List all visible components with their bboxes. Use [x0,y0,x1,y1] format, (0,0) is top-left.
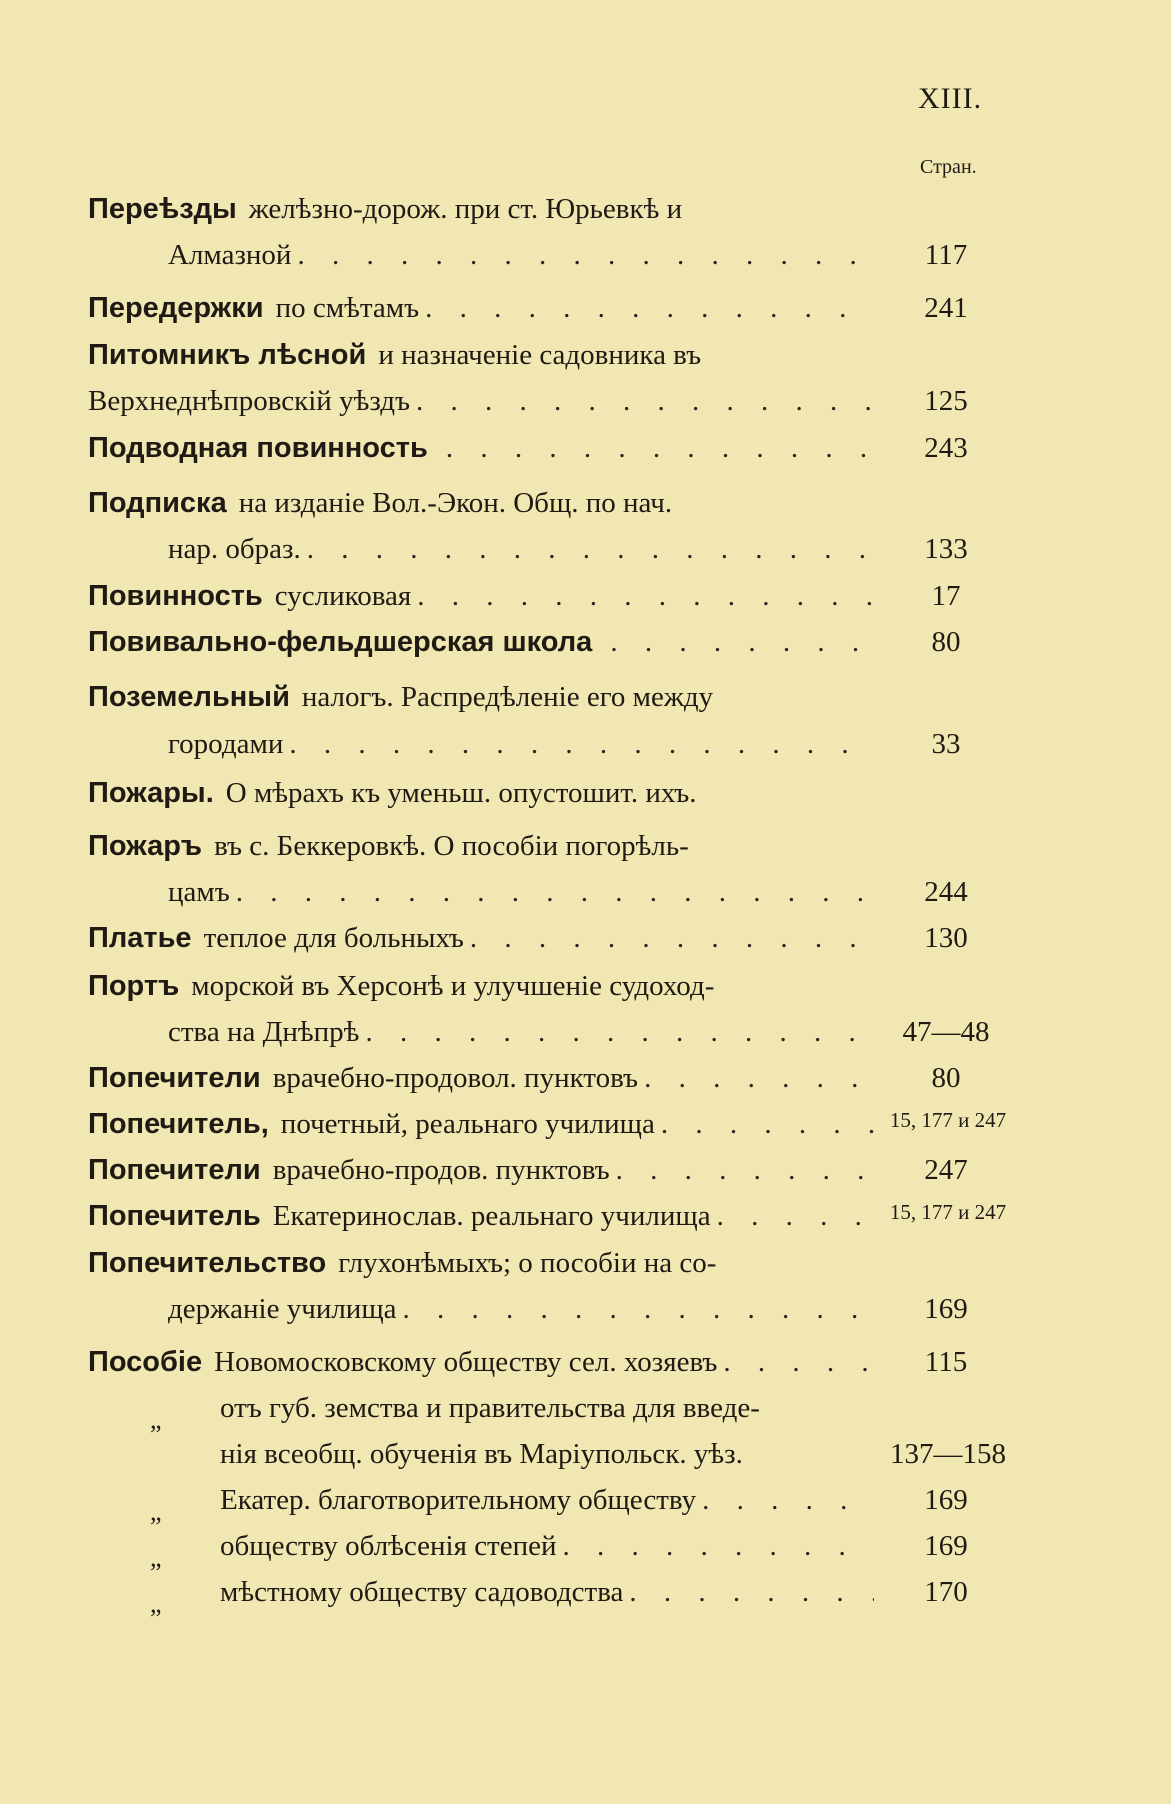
leader-dots [563,1530,874,1563]
entry-keyword: Пожары. [88,777,214,809]
entry-text: теплое для больныхъ [203,922,464,954]
entry-text: Екатеринослав. реальнаго училища [272,1200,711,1232]
index-subentry [220,1576,968,1618]
page-column-label: Стран. [920,156,977,178]
index-entry [88,830,880,872]
entry-text: обществу облѣсенія степей [220,1530,557,1562]
entry-page: 80 [931,1062,961,1094]
index-entry [88,1154,968,1196]
index-entry [88,339,880,381]
entry-page: 15, 177 и 247 [889,1200,1007,1224]
leader-dots [365,1016,874,1049]
entry-text: желѣзно-дорож. при ст. Юрьевкѣ и [248,193,683,225]
entry-page: 169 [924,1530,968,1562]
index-entry-continuation [168,239,968,281]
entry-keyword: Попечительство [88,1247,327,1279]
entry-text: держаніе училища [168,1293,397,1325]
ditto-mark: „ [150,1405,162,1434]
entry-text: городами [168,728,284,760]
entry-page: 169 [924,1293,968,1325]
entry-text: ства на Днѣпрѣ [168,1016,360,1048]
index-subentry-continuation [220,1438,1006,1480]
ditto-mark: „ [150,1543,162,1572]
index-entry-continuation [88,385,968,427]
leader-dots [446,432,874,465]
entry-text: на изданіе Вол.-Экон. Общ. по нач. [238,487,673,519]
ditto-mark: „ [150,1497,162,1526]
leader-dots [723,1346,874,1379]
index-entry [88,922,968,964]
index-entry-continuation [168,728,961,770]
leader-dots [417,580,874,613]
entry-keyword: Переѣзды [88,193,237,225]
leader-dots [644,1062,874,1095]
index-subentry [220,1392,880,1434]
entry-page: 247 [924,1154,968,1186]
entry-text: по смѣтамъ [275,292,420,324]
entry-page: 244 [924,876,968,908]
entry-text: и назначеніе садовника въ [378,339,702,371]
entry-keyword: Повинность [88,580,263,612]
index-entry-continuation [168,533,968,575]
index-entry [88,487,880,529]
leader-dots [470,922,874,955]
index-entry [88,1346,968,1388]
entry-page: 130 [924,922,968,954]
index-entry [88,777,880,819]
entry-page: 125 [924,385,968,417]
index-entry [88,292,968,334]
index-entry-continuation [168,1293,968,1335]
entry-text: врачебно-продовол. пунктовъ [272,1062,639,1094]
entry-page: 80 [931,626,961,658]
entry-text: нар. образ. [168,533,301,565]
entry-keyword: Портъ [88,970,180,1002]
leader-dots [702,1484,874,1517]
leader-dots [289,728,874,761]
index-entry [88,1062,961,1104]
index-entry [88,1108,1007,1150]
leader-dots [403,1293,874,1326]
entry-text: въ с. Беккеровкѣ. О пособіи погорѣль- [214,830,689,862]
entry-text: нія всеобщ. обученія въ Маріупольск. уѣз. [220,1438,743,1470]
entry-page: 47—48 [902,1016,990,1048]
entry-text: Екатер. благотворительному обществу [220,1484,697,1516]
entry-keyword: Попечитель [88,1200,261,1232]
entry-page: 117 [924,239,968,271]
entry-text: налогъ. Распредѣленіе его между [301,681,714,713]
entry-text: О мѣрахъ къ уменьш. опустошит. ихъ. [225,777,697,809]
leader-dots [425,292,874,325]
entry-text: глухонѣмыхъ; о пособіи на со- [338,1247,717,1279]
entry-page: 169 [924,1484,968,1516]
entry-text: почетный, реальнаго училища [280,1108,655,1140]
entry-keyword: Питомникъ лѣсной [88,339,367,371]
leader-dots [717,1200,874,1233]
entry-page: 15, 177 и 247 [889,1108,1007,1132]
entry-page: 33 [931,728,961,760]
leader-dots [236,876,874,909]
entry-text: Новомосковскому обществу сел. хозяевъ [214,1346,718,1378]
index-entry-continuation [168,876,968,918]
entry-keyword: Подписка [88,487,227,519]
leader-dots [307,533,874,566]
entry-keyword: Пожаръ [88,830,203,862]
entry-page: 137—158 [890,1438,1006,1470]
entry-text: цамъ [168,876,230,908]
index-entry-continuation [168,1016,990,1058]
entry-text: сусликовая [274,580,412,612]
index-entry [88,432,968,474]
entry-keyword: Повивально-фельдшерская школа [88,626,593,658]
leader-dots [661,1108,874,1141]
leader-dots [629,1576,874,1609]
entry-page: 133 [924,533,968,565]
index-subentry [220,1530,968,1572]
entry-text: мѣстному обществу садоводства [220,1576,624,1608]
page-number: XIII. [918,82,983,115]
ditto-mark: „ [150,1589,162,1618]
entry-text: морской въ Херсонѣ и улучшеніе судоход- [191,970,715,1002]
entry-page: 170 [924,1576,968,1608]
index-entry [88,681,880,723]
index-subentry [220,1484,968,1526]
entry-text: Алмазной [168,239,292,271]
entry-page: 115 [924,1346,968,1378]
index-entry [88,626,961,668]
entry-keyword: Попечитель, [88,1108,269,1140]
entry-keyword: Подводная повинность [88,432,428,464]
index-entry [88,193,880,235]
entry-keyword: Передержки [88,292,264,324]
entry-keyword: Поземельный [88,681,290,713]
leader-dots [297,239,874,272]
entry-text: Верхнеднѣпровскій уѣздъ [88,385,411,417]
entry-page: 243 [924,432,968,464]
entry-text: отъ губ. земства и правительства для введе- [220,1392,760,1424]
index-entry [88,1200,1007,1242]
entry-keyword: Платье [88,922,192,954]
entry-keyword: Попечители [88,1154,261,1186]
leader-dots [616,1154,874,1187]
entry-page: 241 [924,292,968,324]
index-entry [88,580,961,622]
entry-keyword: Попечители [88,1062,261,1094]
leader-dots [610,626,874,659]
index-entry [88,970,880,1012]
entry-page: 17 [931,580,961,612]
entry-text: врачебно-продов. пунктовъ [272,1154,610,1186]
leader-dots [416,385,874,418]
entry-keyword: Пособіе [88,1346,203,1378]
index-entry [88,1247,880,1289]
